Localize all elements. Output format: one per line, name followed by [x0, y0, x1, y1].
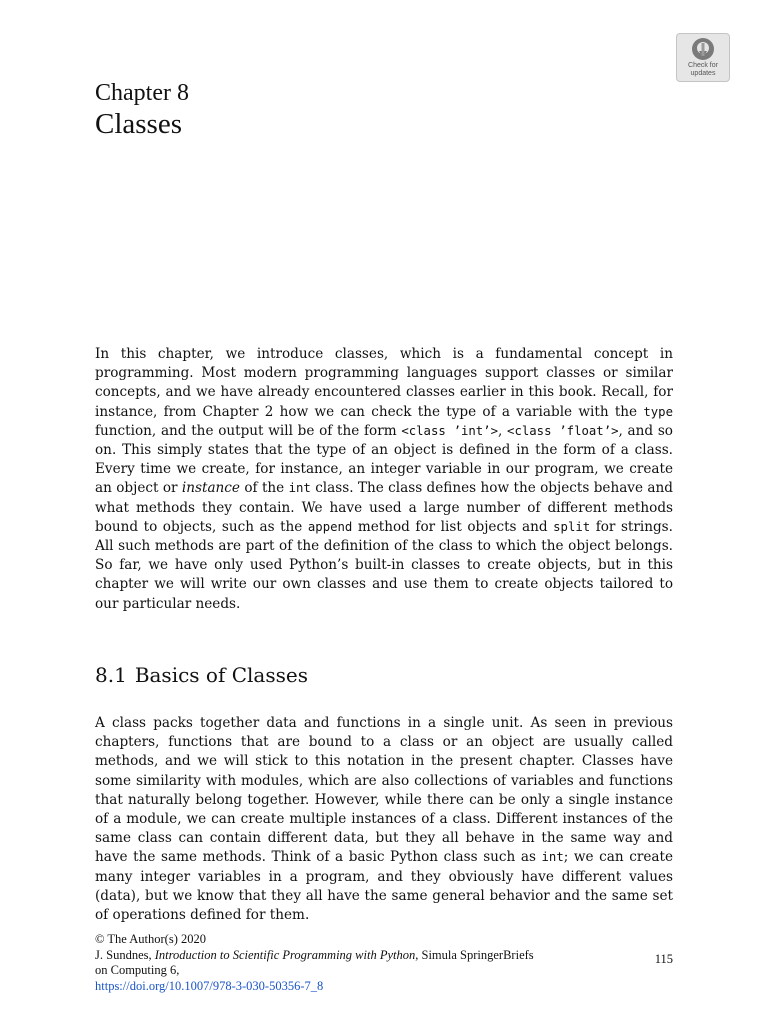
doi-link[interactable]: https://doi.org/10.1007/978-3-030-50356-7_8: [95, 978, 324, 993]
text-run: function, and the output will be of the form: [95, 422, 402, 439]
text-run: In this chapter, we introduce classes, which is a fundamental concept in programming. Most modern programming languages support classes or similar concepts, and we have already encountered classes earlier in this book. Recall, for instance, from Chapter 2 how we can check the type of a variable with the: [95, 346, 673, 420]
inline-code: split: [553, 519, 591, 534]
inline-code: append: [307, 519, 353, 534]
section-paragraph: [95, 714, 673, 925]
emphasis-text: instance: [181, 480, 240, 497]
inline-code: int: [288, 481, 311, 496]
text-run: A class packs together data and functions in a single unit. As seen in previous chapters, functions that are bound to a class or an object are usually called methods, and we will stick to this notation in the present chapter. Classes have some similarity with modules, which are also collections of variables and functions that naturally belong together. However, while there can be only a single instance of a module, we can create multiple instances of a class. Different instances of the same class can contain different data, but they all behave in the same way and have the same methods. Think of a basic Python class such as: [95, 715, 673, 866]
check-for-updates-badge[interactable]: [676, 33, 730, 82]
inline-code: <class ’float’>: [507, 423, 619, 438]
footer-citation: [95, 932, 535, 994]
crossmark-icon: [690, 37, 716, 61]
text-run: for strings. All such methods are part of the definition of the class to which the object belongs. So far, we have only used Python’s built-in classes to create objects, but in this chapter we will write our own classes and use them to create objects tailored to our particular needs.: [95, 518, 673, 612]
text-run: class. The class defines how the objects behave and what methods they contain. We have used a large number of different methods bound to objects, such as the: [95, 480, 673, 535]
intro-paragraph: [95, 345, 673, 614]
chapter-label: Chapter 8: [95, 80, 189, 106]
text-run: ; we can create many integer variables in a program, and they obviously have different values (data), but we know that they all have the same general behavior and the same set of operations defined for them.: [95, 849, 673, 924]
book-title: Introduction to Scientific Programming with Python: [154, 947, 416, 962]
text-run: of the: [239, 480, 289, 497]
section-heading: [95, 663, 308, 687]
check-for-updates-label: Check for updates: [688, 62, 718, 77]
text-run: ,: [498, 422, 508, 439]
citation-line: [95, 948, 535, 979]
author-text: J. Sundnes,: [95, 947, 155, 962]
inline-code: int: [541, 850, 564, 865]
text-run: method for list objects and: [352, 518, 554, 535]
text-run: , and so on. This simply states that the type of an object is defined in the form of a class. Every time we create, for instance, an integer variable in our program, we create an object or: [95, 422, 673, 497]
inline-code: type: [643, 404, 673, 419]
chapter-title: Classes: [95, 108, 182, 140]
section-title: Basics of Classes: [134, 663, 308, 687]
section-number: 8.1: [95, 663, 127, 687]
page-number: 115: [654, 952, 673, 966]
copyright-line: © The Author(s) 2020: [95, 932, 206, 946]
inline-code: <class ’int’>: [401, 423, 498, 438]
series-text: , Simula SpringerBriefs on Computing 6,: [95, 947, 534, 977]
